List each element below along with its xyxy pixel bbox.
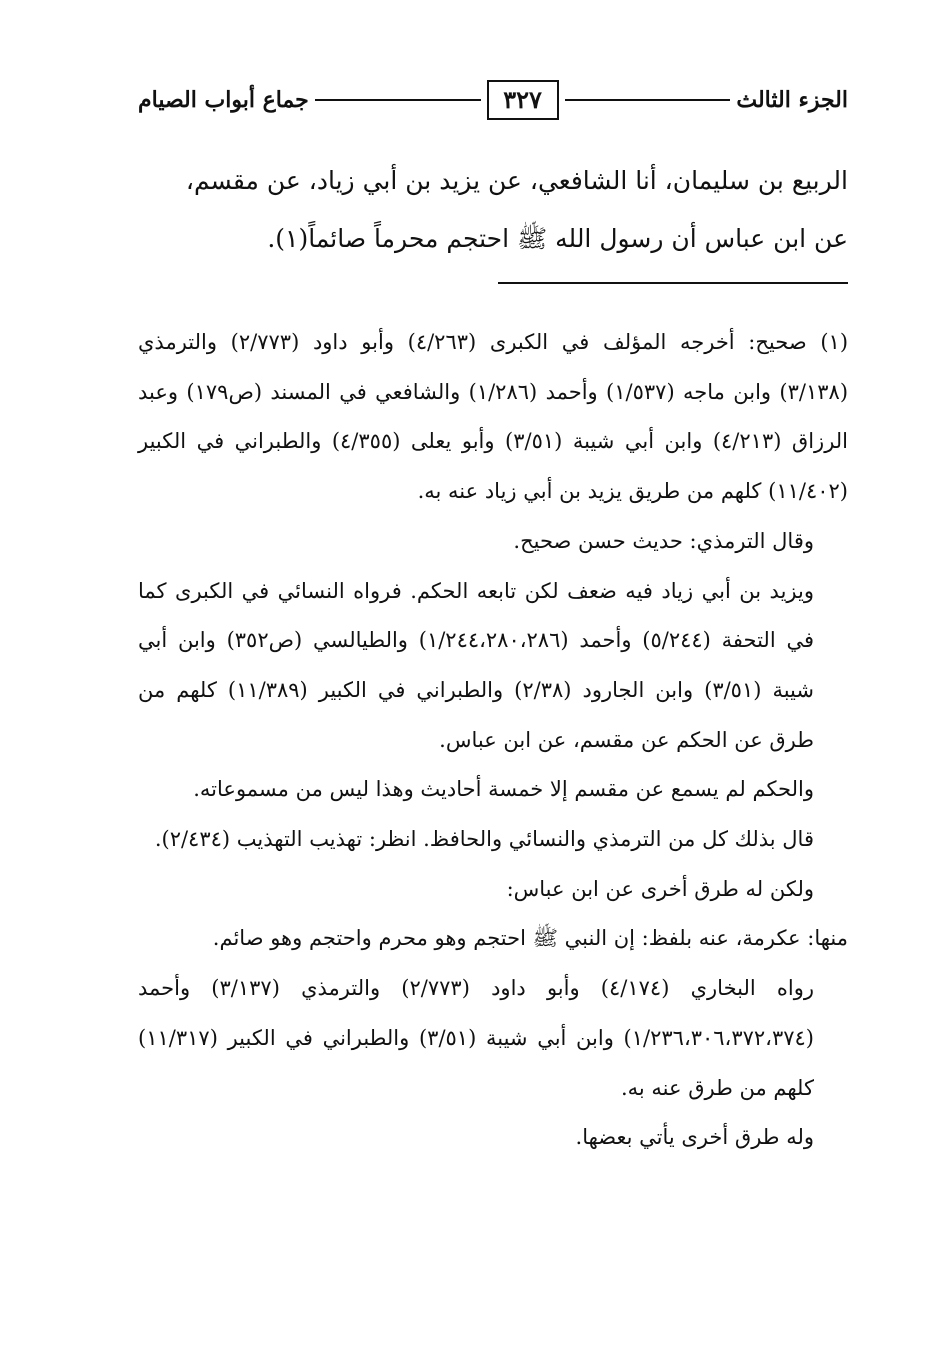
main-text — [138, 152, 848, 268]
page-number: ٣٢٧ — [487, 80, 559, 120]
chapter-title: جماع أبواب الصيام — [138, 87, 309, 113]
volume-title: الجزء الثالث — [736, 87, 848, 113]
footnote-divider — [498, 282, 848, 284]
header-rule-right — [565, 99, 731, 101]
footnote-paragraph: وله طرق أخرى يأتي بعضها. — [575, 1125, 814, 1150]
header-rule-left — [315, 99, 481, 101]
main-text-line: عن ابن عباس أن رسول الله ﷺ احتجم محرماً صائماً(١). — [267, 224, 848, 253]
page-header — [138, 78, 848, 122]
footnote-paragraph: والحكم لم يسمع عن مقسم إلا خمسة أحاديث وهذا ليس من مسموعاته. — [193, 777, 814, 802]
footnote-paragraph: قال بذلك كل من الترمذي والنسائي والحافظ. انظر: تهذيب التهذيب (٢/٤٣٤). — [154, 827, 814, 852]
footnote-paragraph: منها: عكرمة، عنه بلفظ: إن النبي ﷺ احتجم وهو محرم واحتجم وهو صائم. — [212, 926, 848, 951]
footnote-paragraph: ويزيد بن أبي زياد فيه ضعف لكن تابعه الحكم. فرواه النسائي في الكبرى كما في التحفة (٥/٢٤٤) وأحمد (١/٢٤٤،٢٨٠،٢٨٦) والطيالسي (ص٣٥٢) وابن أبي شيبة (٣/٥١) وابن الجارود (٢/٣٨) والطبراني في الكبير (١١/٣٨٩) كلهم من طرق عن الحكم عن مقسم، عن ابن عباس. — [138, 578, 814, 752]
main-text-line: الربيع بن سليمان، أنا الشافعي، عن يزيد بن أبي زياد، عن مقسم، — [185, 166, 848, 195]
footnotes — [138, 318, 848, 1163]
footnote-paragraph: ولكن له طرق أخرى عن ابن عباس: — [506, 876, 814, 901]
footnote-paragraph: (١) صحيح: أخرجه المؤلف في الكبرى (٤/٢٦٣) وأبو داود (٢/٧٧٣) والترمذي (٣/١٣٨) وابن ماجه (١/٥٣٧) وأحمد (١/٢٨٦) والشافعي في المسند (ص١٧٩) وعبد الرزاق (٤/٢١٣) وابن أبي شيبة (٣/٥١) وأبو يعلى (٤/٣٥٥) والطبراني في الكبير (١١/٤٠٢) كلهم من طريق يزيد بن أبي زياد عنه به. — [138, 330, 849, 504]
footnote-paragraph: وقال الترمذي: حديث حسن صحيح. — [513, 528, 814, 553]
footnote-paragraph: رواه البخاري (٤/١٧٤) وأبو داود (٢/٧٧٣) والترمذي (٣/١٣٧) وأحمد (١/٢٣٦،٣٠٦،٣٧٢،٣٧٤) وابن أبي شيبة (٣/٥١) والطبراني في الكبير (١١/٣١٧) كلهم من طرق عنه به. — [138, 976, 815, 1100]
